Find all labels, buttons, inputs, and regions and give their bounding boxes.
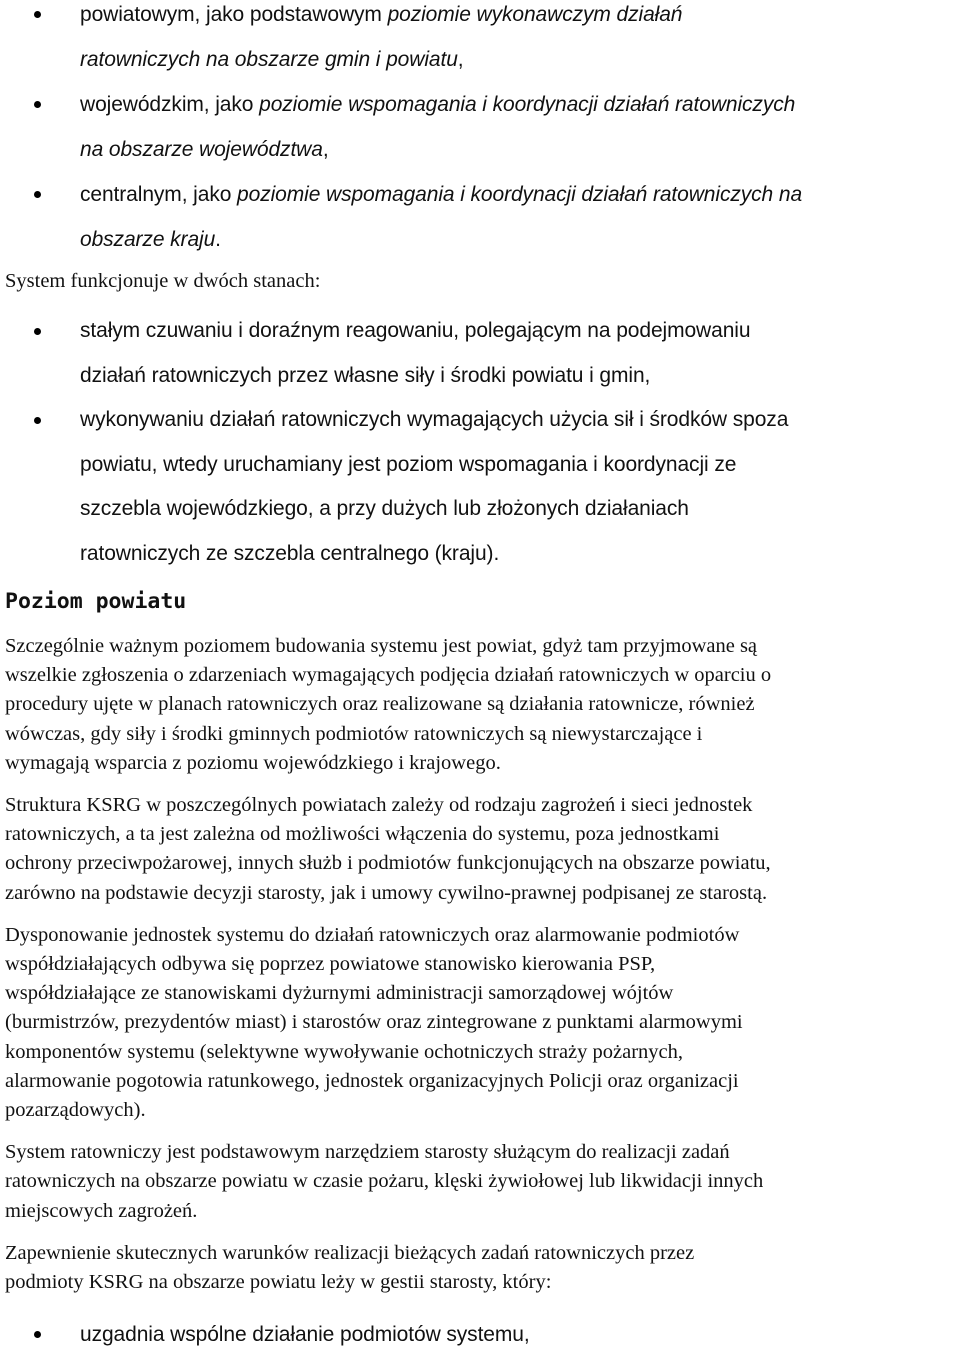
list-item: centralnym, jako poziomie wspomagania i koordynacji działań ratowniczych na obszarze kraju. [0,172,960,262]
states-intro: System funkcjonuje w dwóch stanach: [5,270,321,292]
starosta-duties-list [0,1312,960,1357]
list-item: wykonywaniu działań ratowniczych wymagających użycia sił i środków spoza powiatu, wtedy uruchamiany jest poziom wspomagania i koordynacji ze szczebla wojewódzkiego, a przy dużych lub złożonych działaniach ratowniczych ze szczebla centralnego (kraju). [0,398,960,576]
paragraph: Struktura KSRG w poszczególnych powiatach zależy od rodzaju zagrożeń i sieci jednostek ratowniczych, a ta jest zależna od możliwości włączenia do systemu, poza jednostkami ochrony przeciwpożarowej, innych służb i podmiotów funkcjonujących na obszarze powiatu, zarówno na podstawie decyzji starosty, jak i umowy cywilno-prawnej podpisanej ze starostą. [5,794,771,904]
paragraph: Szczególnie ważnym poziomem budowania systemu jest powiat, gdyż tam przyjmowane są wszelkie zgłoszenia o zdarzeniach wymagających podjęcia działań ratowniczych w oparciu o procedury ujęte w planach ratowniczych oraz realizowane są działania ratownicze, również wówczas, gdy siły i środki gminnych podmiotów ratowniczych są niewystarczające i wymagają wsparcia z poziomu wojewódzkiego i krajowego. [5,635,772,774]
bullet-icon [34,11,41,18]
list-item: stałym czuwaniu i doraźnym reagowaniu, polegającym na podejmowaniu działań ratowniczych przez własne siły i środki powiatu i gmin, [0,309,960,398]
list-item: powiatowym, jako podstawowym poziomie wykonawczym działań ratowniczych na obszarze gmin i powiatu, [0,0,960,82]
bullet-icon [34,191,41,198]
list-item: uzgadnia wspólne działanie podmiotów systemu, [0,1312,960,1357]
levels-list [0,0,960,262]
paragraph: Dysponowanie jednostek systemu do działań ratowniczych oraz alarmowanie podmiotów współdziałających odbywa się poprzez powiatowe stanowisko kierowania PSP, współdziałające ze stanowiskami dyżurnymi administracji samorządowej wójtów (burmistrzów, prezydentów miast) i starostów oraz zintegrowane z punktami alarmowymi komponentów systemu (selektywne wywoływanie ochotniczych straży pożarnych, alarmowanie pogotowia ratunkowego, jednostek organizacyjnych Policji oraz organizacji pozarządowych). [5,923,743,1122]
bullet-icon [34,417,41,424]
paragraph: Zapewnienie skutecznych warunków realizacji bieżących zadań ratowniczych przez podmioty KSRG na obszarze powiatu leży w gestii starosty, który: [5,1241,695,1294]
bullet-icon [34,101,41,108]
section-heading: Poziom powiatu [5,589,187,614]
bullet-icon [34,328,41,335]
states-list [0,309,960,576]
body-paragraphs [5,632,950,1310]
list-item: wojewódzkim, jako poziomie wspomagania i koordynacji działań ratowniczych na obszarze województwa, [0,82,960,172]
paragraph: System ratowniczy jest podstawowym narzędziem starosty służącym do realizacji zadań ratowniczych na obszarze powiatu w czasie pożaru, klęski żywiołowej lub likwidacji innych miejscowych zagrożeń. [5,1141,764,1222]
bullet-icon [34,1331,41,1338]
